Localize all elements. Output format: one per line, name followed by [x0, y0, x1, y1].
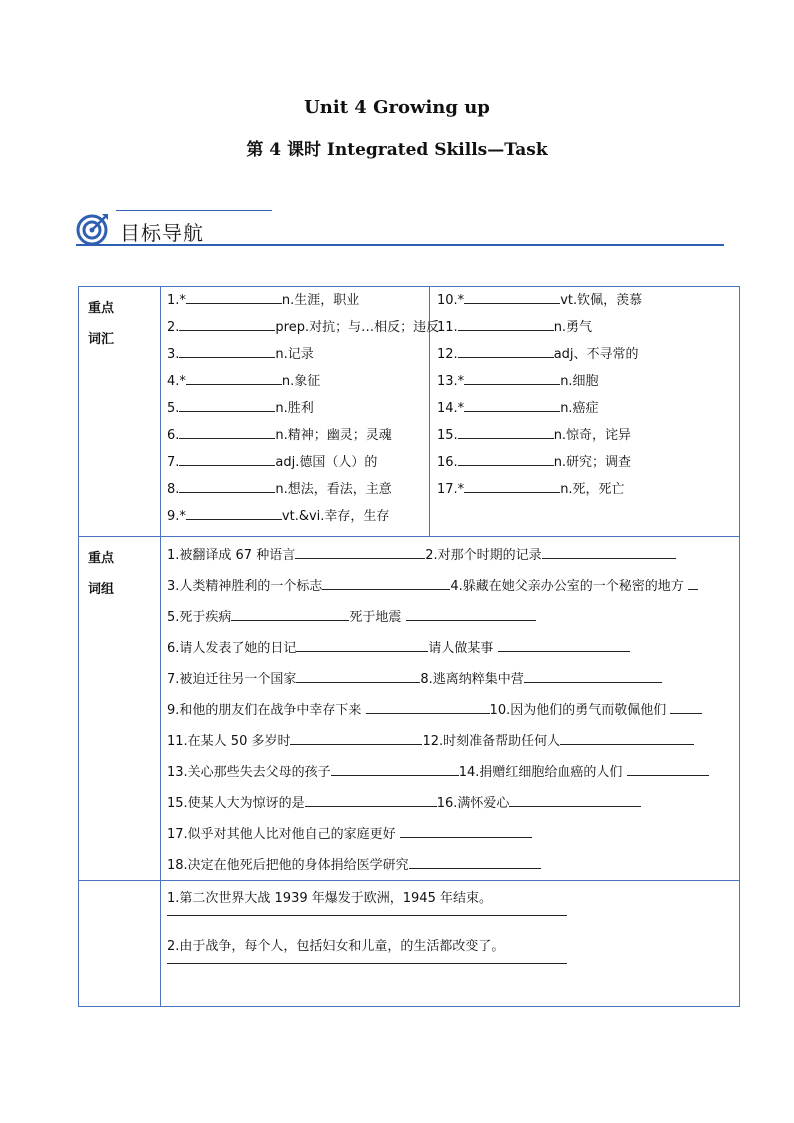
phrase-item: 14.捐赠红细胞给血癌的人们: [458, 765, 623, 780]
sentences-table: [78, 881, 740, 1007]
answer-blank[interactable]: [464, 371, 560, 385]
vocab-item: [167, 449, 439, 476]
vocab-definition: n.记录: [275, 347, 314, 362]
vocab-definition: n.精神；幽灵；灵魂: [275, 428, 392, 443]
vocab-number: 12.: [437, 347, 458, 362]
answer-blank[interactable]: [305, 793, 437, 807]
phrase-item: 12.时刻准备帮助任何人: [422, 734, 561, 749]
vocab-number: 16.: [437, 455, 458, 470]
answer-blank[interactable]: [186, 371, 282, 385]
phrase-row: [167, 633, 733, 664]
answer-blank[interactable]: [331, 762, 459, 776]
phrases-category: [79, 537, 161, 880]
vocab-definition: vt.&vi.幸存，生存: [281, 509, 390, 524]
phrase-item: 7.被迫迁往另一个国家: [167, 672, 297, 687]
answer-blank[interactable]: [366, 700, 490, 714]
vocab-number: 13.*: [437, 374, 465, 389]
vocab-definition: n.细胞: [560, 374, 599, 389]
phrase-item: 2.对那个时期的记录: [425, 548, 542, 563]
phrase-item: 8.逃离纳粹集中营: [420, 672, 524, 687]
phrase-row: [167, 726, 733, 757]
answer-blank[interactable]: [464, 398, 560, 412]
sentences-list: [167, 886, 733, 982]
phrase-item: 13.关心那些失去父母的孩子: [167, 765, 331, 780]
vocab-definition: vt.钦佩，羡慕: [560, 293, 643, 308]
answer-blank[interactable]: [464, 479, 560, 493]
answer-blank[interactable]: [322, 576, 450, 590]
answer-blank[interactable]: [670, 700, 702, 714]
vocab-item: [167, 314, 439, 341]
answer-blank[interactable]: [186, 506, 282, 520]
vocab-number: 15.: [437, 428, 458, 443]
vocab-definition: n.死，死亡: [560, 482, 625, 497]
answer-blank[interactable]: [179, 452, 275, 466]
vocab-number: 1.*: [167, 293, 186, 308]
answer-blank[interactable]: [627, 762, 709, 776]
vocab-definition: n.惊奇，诧异: [553, 428, 632, 443]
answer-blank[interactable]: [186, 290, 282, 304]
phrase-item: 6.请人发表了她的日记: [167, 641, 297, 656]
answer-blank[interactable]: [458, 344, 554, 358]
vocab-item: [437, 368, 642, 395]
section-underline: [76, 244, 724, 246]
vocab-definition: n.勇气: [553, 320, 593, 335]
category-label: 重点: [88, 301, 115, 316]
vocab-item: [167, 503, 439, 530]
phrase-item: 18.决定在他死后把他的身体捐给医学研究: [167, 858, 409, 873]
answer-blank[interactable]: [464, 290, 560, 304]
vocab-item: [437, 476, 642, 503]
vocab-item: [167, 395, 439, 422]
answer-blank[interactable]: [179, 317, 275, 331]
phrase-item: 1.被翻译成 67 种语言: [167, 548, 296, 563]
category-label: 词组: [88, 582, 115, 597]
vocab-definition: prep.对抗；与…相反；违反: [275, 320, 440, 335]
vocab-item: [167, 476, 439, 503]
phrase-item: 15.使某人大为惊讶的是: [167, 796, 305, 811]
phrase-item: 17.似乎对其他人比对他自己的家庭更好: [167, 827, 396, 842]
vocab-item: [437, 314, 642, 341]
answer-line[interactable]: [167, 914, 567, 916]
phrase-row: [167, 695, 733, 726]
answer-blank[interactable]: [400, 824, 532, 838]
vocab-left-list: [167, 287, 439, 530]
vocab-definition: n.胜利: [275, 401, 314, 416]
vocab-definition: n.生涯，职业: [281, 293, 360, 308]
phrase-row: [167, 540, 733, 571]
vocab-item: [437, 287, 642, 314]
vocab-item: [437, 449, 642, 476]
phrase-item: 9.和他的朋友们在战争中幸存下来: [167, 703, 362, 718]
answer-blank[interactable]: [295, 545, 425, 559]
vocab-number: 4.*: [167, 374, 186, 389]
section-header: [76, 210, 724, 250]
phrases-table: [78, 537, 740, 881]
answer-blank[interactable]: [179, 479, 275, 493]
phrase-item: 5.死于疾病: [167, 610, 232, 625]
answer-blank[interactable]: [458, 317, 554, 331]
vocab-item: [167, 287, 439, 314]
target-icon: [76, 212, 110, 246]
answer-blank[interactable]: [409, 855, 541, 869]
phrase-row: [167, 664, 733, 695]
vocab-number: 10.*: [437, 293, 465, 308]
sentences-category: [79, 881, 161, 1006]
vocab-number: 17.*: [437, 482, 465, 497]
answer-blank[interactable]: [458, 452, 554, 466]
phrase-row: [167, 571, 733, 602]
unit-title: Unit 4 Growing up: [304, 97, 490, 118]
lesson-title: 第 4 课时 Integrated Skills—Task: [246, 140, 548, 160]
answer-blank[interactable]: [290, 731, 422, 745]
vocab-right-list: [437, 287, 642, 503]
vocab-definition: adj.德国（人）的: [275, 455, 378, 470]
phrase-item: 16.满怀爱心: [436, 796, 510, 811]
phrase-item: 请人做某事: [428, 641, 494, 656]
vocab-definition: n.想法，看法，主意: [275, 482, 392, 497]
vocab-item: [437, 341, 642, 368]
vocab-definition: n.癌症: [560, 401, 599, 416]
answer-blank[interactable]: [179, 398, 275, 412]
phrase-item: 死于地震: [349, 610, 402, 625]
phrase-item: 3.人类精神胜利的一个标志: [167, 579, 323, 594]
vocab-item: [167, 422, 439, 449]
vocab-item: [167, 368, 439, 395]
answer-blank[interactable]: [231, 607, 349, 621]
vocab-number: 2.: [167, 320, 180, 335]
sentence-item: 2.由于战争，每个人，包括妇女和儿童，的生活都改变了。: [167, 939, 505, 954]
vocab-category: [79, 287, 161, 536]
vocab-table: [78, 286, 740, 537]
category-label: 词汇: [88, 332, 115, 347]
phrase-row: [167, 819, 733, 850]
answer-blank[interactable]: [498, 638, 630, 652]
phrase-row: [167, 757, 733, 788]
phrase-item: 10.因为他们的勇气而敬佩他们: [489, 703, 667, 718]
section-overline: [116, 210, 272, 211]
phrase-item: 4.躲藏在她父亲办公室的一个秘密的地方: [450, 579, 684, 594]
answer-blank[interactable]: [296, 638, 428, 652]
vocab-number: 7.: [167, 455, 180, 470]
answer-blank[interactable]: [406, 607, 536, 621]
phrases-list: [167, 540, 733, 881]
phrase-item: 11.在某人 50 多岁时: [167, 734, 291, 749]
answer-line[interactable]: [167, 962, 567, 964]
phrase-row: [167, 602, 733, 633]
vocab-number: 14.*: [437, 401, 465, 416]
vocab-number: 9.*: [167, 509, 186, 524]
vocab-item: [437, 422, 642, 449]
vocab-definition: adj、不寻常的: [553, 347, 639, 362]
vocab-definition: n.研究；调查: [553, 455, 632, 470]
vocab-number: 11.: [437, 320, 458, 335]
vocab-number: 3.: [167, 347, 180, 362]
vocab-item: [167, 341, 439, 368]
answer-blank[interactable]: [688, 576, 698, 590]
vocab-definition: n.象征: [281, 374, 321, 389]
category-label: 重点: [88, 551, 115, 566]
answer-blank[interactable]: [542, 545, 676, 559]
vocab-number: 5.: [167, 401, 180, 416]
vocab-number: 6.: [167, 428, 180, 443]
answer-blank[interactable]: [458, 425, 554, 439]
phrase-row: [167, 788, 733, 819]
answer-blank[interactable]: [509, 793, 641, 807]
answer-blank[interactable]: [296, 669, 420, 683]
section-title: 目标导航: [120, 221, 204, 245]
sentence-item: 1.第二次世界大战 1939 年爆发于欧洲，1945 年结束。: [167, 891, 492, 906]
vocab-item: [437, 395, 642, 422]
answer-blank[interactable]: [560, 731, 694, 745]
answer-blank[interactable]: [179, 425, 275, 439]
vocab-number: 8.: [167, 482, 180, 497]
answer-blank[interactable]: [524, 669, 662, 683]
phrase-row: [167, 850, 733, 881]
answer-blank[interactable]: [179, 344, 275, 358]
